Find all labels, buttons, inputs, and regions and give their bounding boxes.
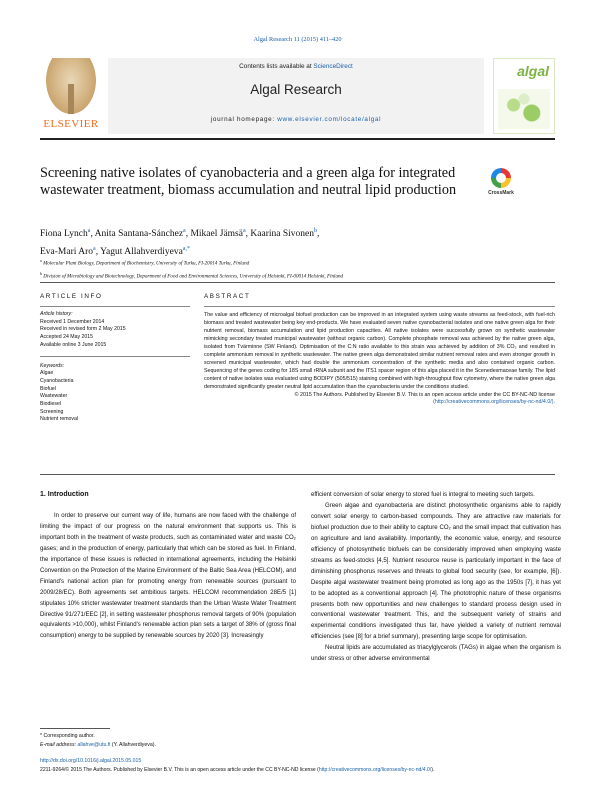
article-info [40,293,190,424]
history-label: Article history: [40,311,73,317]
copyright-line: © 2015 The Authors. Published by Elsevier B.V. This is an open access article under the CC BY-NC-ND license [294,391,555,398]
keyword: Algae [40,370,54,377]
author-name[interactable]: Yagut Allahverdiyeva [100,246,183,257]
keyword: Wastewater [40,393,68,400]
abstract-divider [204,306,555,307]
homepage-link[interactable]: www.elsevier.com/locate/algal [277,116,382,123]
doi-link[interactable]: http://dx.doi.org/10.1016/j.algal.2015.05.015 [40,758,142,764]
contents-line [108,63,484,70]
body-column-right [311,490,561,665]
author-name[interactable]: Anita Santana-Sánchez [94,229,184,240]
history-item: Available online 3 June 2015 [40,341,107,348]
masthead-banner [108,58,484,134]
corresponding-author-note: * Corresponding author. [40,733,95,739]
crossmark-label: CrossMark [488,190,514,196]
journal-reference[interactable]: Algal Research 11 (2015) 411–420 [253,36,342,43]
publisher-name: ELSEVIER [43,118,99,130]
keywords-label: Keywords: [40,362,65,369]
abstract [204,293,555,407]
footnote-divider [40,728,110,729]
article-info-heading: ARTICLE INFO [40,293,103,300]
tree-icon [46,58,96,114]
affiliations [40,256,560,282]
affiliation-mark[interactable]: a [87,228,91,234]
author-separator: , [185,229,191,240]
affiliation-text: Molecular Plant Biology, Department of Biochemistry, University of Turku, FI-20014 Turku, Finland [43,260,250,267]
abstract-bottom-divider [40,474,555,475]
affiliation-mark[interactable]: a [183,228,186,234]
email-note [40,741,296,750]
issn-line [40,767,560,773]
history-item: Accepted 24 May 2015 [40,334,94,341]
license-link-line [204,399,555,407]
affiliation-label: a [40,258,42,263]
crossmark-badge[interactable] [483,168,519,196]
affiliation-mark[interactable]: a,* [182,245,190,252]
body-column-left [40,490,296,642]
history-item: Received 1 December 2014 [40,318,105,325]
sciencedirect-link[interactable]: ScienceDirect [313,63,353,70]
body-paragraph: Neutral lipids are accumulated as triacylglycerols (TAGs) in algae when the organism is under stress or other adverse environmental [311,645,561,663]
header-divider [40,282,555,283]
history-item: Received in revised form 2 May 2015 [40,326,126,333]
body-paragraph: efficient conversion of solar energy to stored fuel is integral to meeting such targets. [311,492,535,498]
info-divider [40,356,190,357]
author-name[interactable]: Kaarina Sivonen [250,229,314,240]
affiliation-item [40,269,560,282]
author-separator: , [316,229,320,240]
author-separator: , [95,246,101,257]
email-label: E-mail address: [40,741,78,748]
info-divider [40,306,190,307]
publisher-logo[interactable] [40,58,102,134]
email-link[interactable]: allahve@utu.fi [77,741,111,748]
journal-cover[interactable] [493,58,555,134]
footnotes [40,732,296,749]
author-separator: , [245,229,251,240]
affiliation-item [40,256,560,269]
keyword: Cyanobacteria [40,377,74,384]
keyword: Nutrient removal [40,416,79,423]
keyword: Biodiesel [40,401,62,408]
cover-title: algal [517,63,549,79]
author-name[interactable]: Mikael Jämsä [190,229,243,240]
body-paragraph: In order to preserve our current way of life, humans are now faced with the challenge of limiting the impact of our progress on the natural environment that supports us. This is important both in the treatment of waste products, such as contaminated water and waste CO₂ gases; and in the production of energy, particularly that which can be stored as fuel. In Finland, the importance of these issues is reflected in international agreements, including the Helsinki Convention on the Protection of the Marine Environment of the Baltic Sea Area (HELCOM), and Finland's national action plan for promoting energy from renewable sources (pursuant to 2009/28/EC). Both agreements set ambitious targets. HELCOM recommendation 28E/5 [1] stipulates 10% stricter wastewater treatment standards than the Urban Waste Water Treatment Directive 91/271/EEC [2], in setting wastewater phosphorus removal targets of 90% (population equivalents >10,000), whilst Finland's renewable action plan sets a target of 38% of (gross final consumption) energy to be supplied by renewable sources by 2020 [3]. Increasingly [40,512,296,640]
affiliation-label: b [40,270,42,276]
journal-name: Algal Research [250,82,342,97]
author-list [40,224,540,259]
author-separator: , [90,229,95,240]
affiliation-mark[interactable]: a [93,245,96,252]
homepage-label: journal homepage: [210,116,278,123]
contents-prefix: Contents lists available at [239,63,314,70]
email-suffix: (Y. Allahverdiyeva). [110,741,156,748]
affiliation-mark[interactable]: b [313,228,317,234]
author-name[interactable]: Eva-Mari Aro [40,246,94,257]
affiliation-text: Division of Microbiology and Biotechnology, Department of Food and Environmental Sciences, University of Helsinki, FI-00014 Helsinki, Finland [43,273,344,280]
affiliation-mark[interactable]: a [242,228,246,234]
journal-homepage [108,116,484,123]
abstract-text: The value and efficiency of microalgal biofuel production can be improved in an integrated system using waste streams as feed-stock, with fuel-rich biomass and treated wastewater being key end-products. We have evaluated seven native cyanobacterial isolates and one native green alga for their nutrient removal, biomass accumulation and lipid production capacities. All native isolates were successfully grown on synthetic wastewater mimicking secondary treated municipal wastewater (without organic carbon). Complete phosphate removal was achieved by the native green alga, isolated from Tvärminne (SW Finland). Optimisation of the C:N ratio available to this strain was achieved by addition of 3% CO₂ and resulted in complete ammonium removal in synthetic wastewater. The native green alga demonstrated similar nutrient removal rates and even stronger growth in screened municipal wastewater, which had double the ammonium concentration of the synthetic media and also contained organic carbon. Sequencing of the genes coding for 18S small rRNA subunit and the ITS1 spacer region of this alga placed it in the Scenedesmaceae family. The lipid content of native isolates was evaluated using BODIPY (505/515) staining combined with high-throughput flow cytometry, where the native green alga demonstrated significantly greater neutral lipid accumulation than the cyanobacteria under the conditions studied. [204,312,555,390]
author-name[interactable]: Fiona Lynch [40,229,88,240]
body-paragraph: Green algae and cyanobacteria are distinct photosynthetic organisms able to rapidly convert solar energy to carbon-based compounds. They are attractive raw materials for biofuel production due to their ability to capture CO₂ and the small impact that cultivation has on agriculture and land availability. Importantly, the economic value, energy, and resource efficiency of photosynthetic biofuels can be considerably improved when employing waste streams as feed-stocks [4,5]. Nutrient resource reuse is particularly important in the face of diminishing phosphorus reserves and threats to global food security (see, for example, [6]). Despite algal wastewater treatment being promoted as long ago as the 1950s [7], it has yet to be adopted as a conventional approach [4]. The phototrophic nature of these organisms presents both new opportunities and new challenges to standard process design used in conventional wastewater treatment. This, and the subsequent variety of strains and experimental conditions investigated thus far, have yielded a variety of nutrient removal efficiencies (see [8] for a brief summary), presenting large scope for optimisation. [311,502,561,641]
crossmark-icon [491,168,511,188]
abstract-heading: ABSTRACT [204,293,251,300]
journal-masthead [40,58,555,134]
issn-suffix: ). [431,767,435,773]
issn-license-link[interactable]: http://creativecommons.org/licenses/by-nc-nd/4.0/ [318,767,432,773]
license-link[interactable]: (http://creativecommons.org/licenses/by-nc-nd/4.0/). [433,399,555,406]
keyword: Screening [40,408,64,415]
article-title: Screening native isolates of cyanobacteria and a green alga for integrated wastewater treatment, biomass accumulation and neutral lipid production [40,165,457,199]
masthead-divider [40,138,555,140]
cover-art-image [498,89,550,129]
keyword: Biofuel [40,385,56,392]
issn-prefix: 2211-9264/© 2015 The Authors. Published by Elsevier B.V. This is an open access article under the CC BY-NC-ND license ( [40,767,319,773]
section-heading: 1. Introduction [40,491,89,498]
